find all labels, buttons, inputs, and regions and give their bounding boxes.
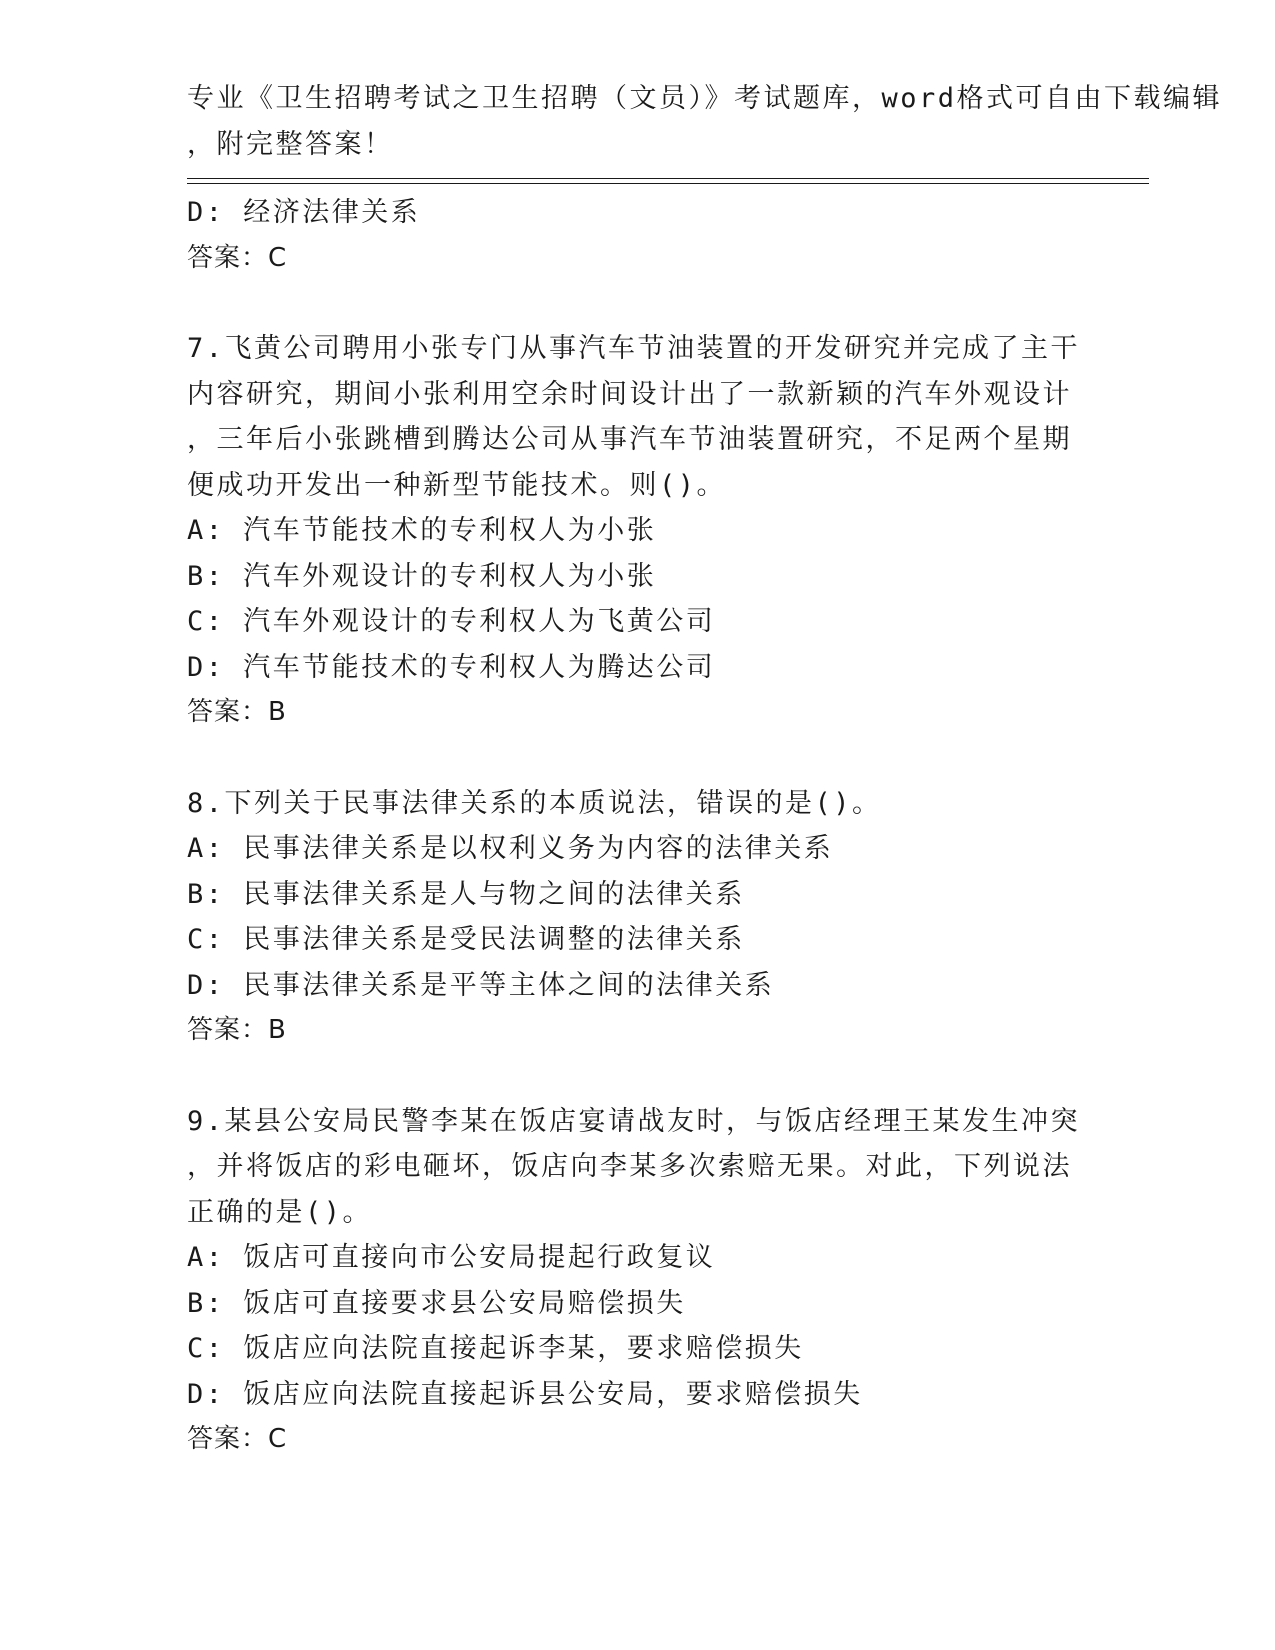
option-c: C: 民事法律关系是受民法调整的法律关系 — [187, 924, 745, 955]
question-stem-line: 7.飞黄公司聘用小张专门从事汽车节油装置的开发研究并完成了主干 — [187, 333, 1081, 364]
answer-line: 答案：B — [187, 697, 287, 727]
question-7 — [187, 326, 1087, 736]
option-d: D: 经济法律关系 — [187, 197, 421, 228]
spacer — [187, 1054, 1087, 1099]
question-stem-line: 内容研究，期间小张利用空余时间设计出了一款新颖的汽车外观设计 — [187, 378, 1072, 410]
question-9 — [187, 1099, 1087, 1463]
option-d: D: 民事法律关系是平等主体之间的法律关系 — [187, 969, 775, 1001]
option-c: C: 饭店应向法院直接起诉李某，要求赔偿损失 — [187, 1333, 804, 1364]
option-b: B: 汽车外观设计的专利权人为小张 — [187, 560, 657, 592]
header-line: ，附完整答案！ — [187, 128, 394, 160]
answer-line: 答案：B — [187, 1015, 287, 1045]
answer-line: 答案：C — [187, 1424, 288, 1454]
option-a: A: 民事法律关系是以权利义务为内容的法律关系 — [187, 833, 834, 864]
question-stem-line: ，并将饭店的彩电砸坏，饭店向李某多次索赔无果。对此，下列说法 — [187, 1151, 1072, 1182]
question-content — [187, 190, 1087, 1463]
option-c: C: 汽车外观设计的专利权人为飞黄公司 — [187, 606, 716, 637]
spacer — [187, 281, 1087, 326]
option-b: B: 民事法律关系是人与物之间的法律关系 — [187, 878, 745, 910]
header-divider-bottom — [187, 183, 1149, 184]
document-header — [187, 76, 1223, 167]
option-b: B: 饭店可直接要求县公安局赔偿损失 — [187, 1287, 686, 1319]
option-a: A: 汽车节能技术的专利权人为小张 — [187, 515, 657, 546]
question-8 — [187, 781, 1087, 1054]
question-stem-line: 便成功开发出一种新型节能技术。则()。 — [187, 469, 727, 501]
header-line: 专业《卫生招聘考试之卫生招聘（文员）》考试题库，word格式可自由下载编辑 — [187, 83, 1223, 114]
header-divider-top — [187, 178, 1149, 179]
answer-line: 答案：C — [187, 242, 288, 273]
question-stem-line: 正确的是()。 — [187, 1196, 373, 1228]
spacer — [187, 736, 1087, 781]
question-stem-line: ，三年后小张跳槽到腾达公司从事汽车节油装置研究，不足两个星期 — [187, 424, 1072, 455]
option-a: A: 饭店可直接向市公安局提起行政复议 — [187, 1242, 716, 1273]
option-d: D: 汽车节能技术的专利权人为腾达公司 — [187, 651, 716, 683]
option-d: D: 饭店应向法院直接起诉县公安局，要求赔偿损失 — [187, 1378, 863, 1410]
question-stem-line: 8.下列关于民事法律关系的本质说法，错误的是()。 — [187, 787, 882, 819]
question-stem-line: 9.某县公安局民警李某在饭店宴请战友时，与饭店经理王某发生冲突 — [187, 1105, 1081, 1137]
